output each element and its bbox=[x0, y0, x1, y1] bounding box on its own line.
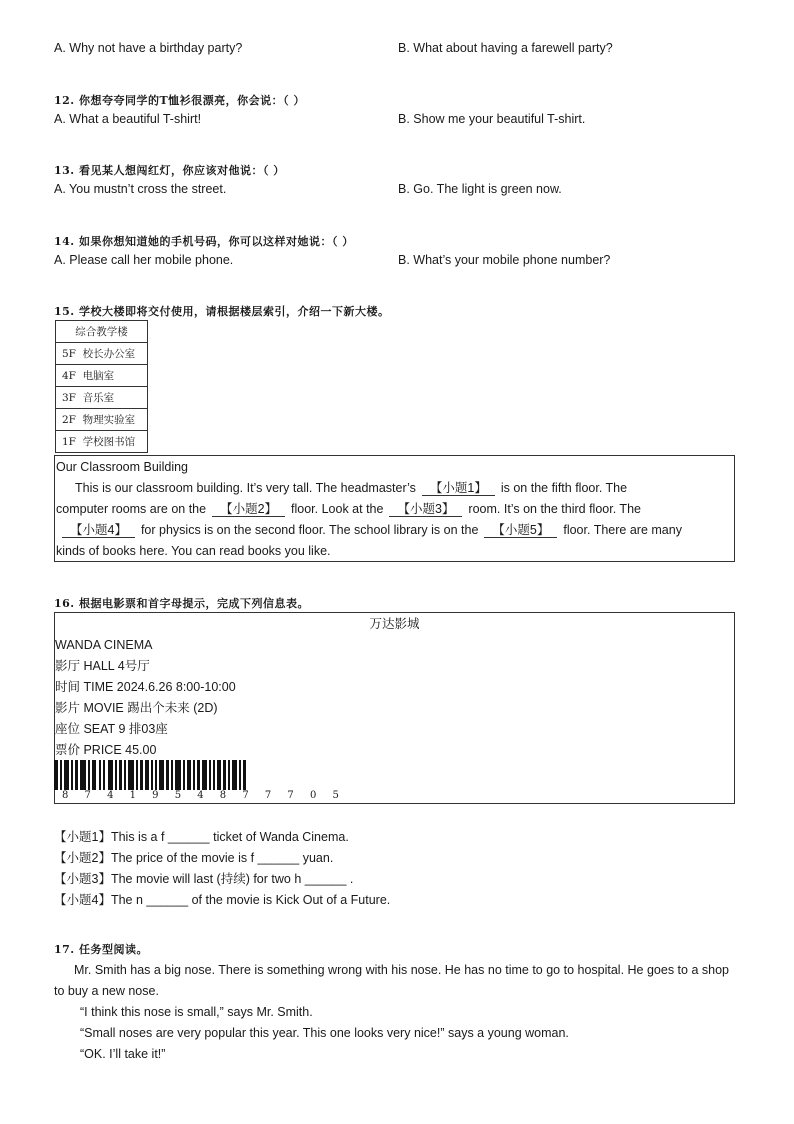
q17-line-2: “Small noses are very popular this year. This one looks very nice!” says a young woman. bbox=[80, 1026, 569, 1040]
floor-number: 3F bbox=[62, 392, 76, 404]
passage-text: floor. There are many bbox=[563, 523, 682, 537]
q13-option-a: A. You mustn’t cross the street. bbox=[54, 182, 227, 196]
ticket-cinema: WANDA CINEMA bbox=[55, 638, 153, 652]
barcode-image bbox=[54, 760, 246, 790]
q11-option-b: B. What about having a farewell party? bbox=[398, 41, 613, 55]
ticket-header: 万达影城 bbox=[369, 617, 420, 631]
floor-number: 2F bbox=[62, 414, 76, 426]
blank-5[interactable]: 【小题5】 bbox=[484, 523, 557, 538]
floor-row bbox=[56, 365, 148, 387]
floor-number: 4F bbox=[62, 370, 76, 382]
q14-option-b: B. What’s your mobile phone number? bbox=[398, 253, 611, 267]
passage-text: is on the fifth floor. The bbox=[500, 481, 628, 495]
passage-box bbox=[54, 455, 735, 562]
floor-number: 5F bbox=[62, 348, 76, 360]
floor-room: 物理实验室 bbox=[82, 414, 136, 426]
passage-line-1 bbox=[75, 478, 627, 499]
floor-row bbox=[56, 343, 148, 365]
q17-paragraph: Mr. Smith has a big nose. There is something wrong with his nose. He has no time to go to hospital. He goes to a shop to buy a new nose. bbox=[54, 963, 729, 998]
passage-text: floor. Look at the bbox=[291, 502, 384, 516]
ticket-time: 时间 TIME 2024.6.26 8:00-10:00 bbox=[55, 680, 236, 694]
passage-line-2 bbox=[56, 499, 641, 520]
q11-option-a: A. Why not have a birthday party? bbox=[54, 41, 243, 55]
floor-table-header: 综合教学楼 bbox=[56, 321, 148, 343]
passage-text: room. It’s on the third floor. The bbox=[468, 502, 641, 516]
q16-title: 16. 根据电影票和首字母提示，完成下列信息表。 bbox=[54, 597, 309, 610]
floor-row bbox=[56, 409, 148, 431]
ticket-price: 票价 PRICE 45.00 bbox=[55, 743, 157, 757]
passage-title: Our Classroom Building bbox=[56, 460, 188, 474]
q17-line-1: “I think this nose is small,” says Mr. Smith. bbox=[80, 1005, 313, 1019]
q17-line-3: “OK. I’ll take it!” bbox=[80, 1047, 166, 1061]
q16-item-3: 【小题3】The movie will last (持续) for two h ______ . bbox=[54, 872, 354, 886]
passage-line-3 bbox=[56, 520, 682, 541]
blank-3[interactable]: 【小题3】 bbox=[389, 502, 462, 517]
floor-room: 音乐室 bbox=[82, 392, 115, 404]
q13-option-b: B. Go. The light is green now. bbox=[398, 182, 562, 196]
q16-item-1: 【小题1】This is a f ______ ticket of Wanda Cinema. bbox=[54, 830, 349, 844]
ticket-seat: 座位 SEAT 9 排03座 bbox=[55, 722, 168, 736]
floor-index-table bbox=[55, 320, 148, 453]
ticket-movie: 影片 MOVIE 踢出个未来 (2D) bbox=[55, 701, 218, 715]
q17-title: 17. 任务型阅读。 bbox=[54, 943, 148, 956]
ticket-hall: 影厅 HALL 4号厅 bbox=[55, 659, 150, 673]
barcode-number: 8 7 4 1 9 5 4 8 7 7 7 0 5 bbox=[62, 790, 346, 801]
q14-option-a: A. Please call her mobile phone. bbox=[54, 253, 234, 267]
passage-text: for physics is on the second floor. The school library is on the bbox=[140, 523, 479, 537]
floor-number: 1F bbox=[62, 436, 76, 448]
q16-item-4: 【小题4】The n ______ of the movie is Kick Out of a Future. bbox=[54, 893, 391, 907]
floor-row bbox=[56, 431, 148, 453]
passage-line-4: kinds of books here. You can read books you like. bbox=[56, 544, 331, 558]
floor-row bbox=[56, 387, 148, 409]
passage-text: This is our classroom building. It’s very tall. The headmaster’s bbox=[75, 481, 416, 495]
passage-text: computer rooms are on the bbox=[56, 502, 207, 516]
blank-1[interactable]: 【小题1】 bbox=[422, 481, 495, 496]
q12-option-a: A. What a beautiful T-shirt! bbox=[54, 112, 202, 126]
q12-option-b: B. Show me your beautiful T-shirt. bbox=[398, 112, 586, 126]
floor-room: 校长办公室 bbox=[82, 348, 136, 360]
floor-room: 电脑室 bbox=[82, 370, 115, 382]
q12-title: 12. 你想夸夸同学的T恤衫很漂亮，你会说：（ ） bbox=[54, 94, 305, 107]
q16-item-2: 【小题2】The price of the movie is f ______ yuan. bbox=[54, 851, 334, 865]
blank-4[interactable]: 【小题4】 bbox=[62, 523, 135, 538]
q15-title: 15. 学校大楼即将交付使用，请根据楼层索引，介绍一下新大楼。 bbox=[54, 305, 390, 318]
floor-room: 学校图书馆 bbox=[82, 436, 136, 448]
blank-2[interactable]: 【小题2】 bbox=[212, 502, 285, 517]
q14-title: 14. 如果你想知道她的手机号码，你可以这样对她说：（ ） bbox=[54, 235, 354, 248]
q13-title: 13. 看见某人想闯红灯，你应该对他说：（ ） bbox=[54, 164, 285, 177]
